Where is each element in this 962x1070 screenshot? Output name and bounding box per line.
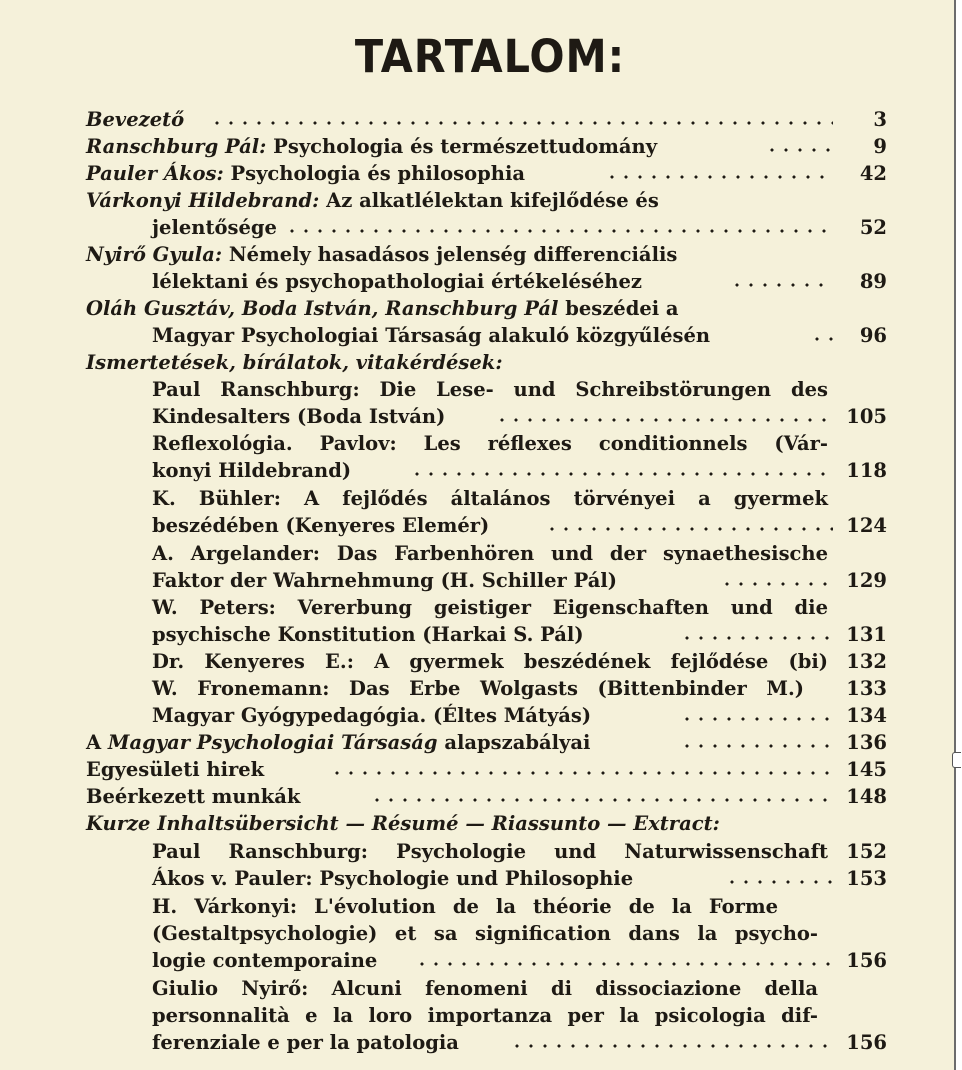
toc-line [0, 947, 954, 974]
entry-title: alapszabályai [437, 731, 591, 754]
entry-text [86, 729, 590, 756]
entry-title: Paul Ranschburg: Die Lese- und Schreibstörungen des [152, 378, 828, 401]
entry-text [152, 457, 351, 484]
entry-text [152, 214, 277, 241]
page-number: 132 [846, 650, 887, 673]
entry-title: Beérkezett munkák [86, 785, 301, 808]
entry-text [152, 838, 828, 865]
entry-text [152, 947, 377, 974]
page-number: 118 [846, 459, 887, 482]
entry-text [152, 594, 828, 621]
entry-title: A [86, 731, 108, 754]
leader-dots [605, 175, 833, 179]
entry-text [152, 268, 642, 295]
entry-text [86, 756, 264, 783]
entry-title: H. Várkonyi: L'évolution de la théorie de la Forme [152, 895, 778, 918]
entry-title: Giulio Nyirő: Alcuni fenomeni di dissociazione della [152, 977, 818, 1000]
entry-text [86, 349, 503, 376]
toc-line [0, 106, 954, 133]
entry-text [86, 187, 659, 214]
entry-text [152, 621, 584, 648]
toc-line [0, 1029, 954, 1056]
entry-title: W. Peters: Vererbung geistiger Eigenschaften und die [152, 596, 828, 619]
toc-line [0, 512, 954, 539]
page-number: 134 [846, 704, 887, 727]
entry-title: Paul Ranschburg: Psychologie und Naturwissenschaft [152, 840, 828, 863]
entry-title: konyi Hildebrand) [152, 459, 352, 482]
leader-dots [285, 229, 833, 233]
entry-text [152, 322, 710, 349]
toc-line [0, 702, 954, 729]
entry-title: Reflexológia. Pavlov: Les réflexes conditionnels (Vár- [152, 432, 828, 455]
author-name: Ranschburg Pál: [86, 135, 267, 158]
leader-dots [495, 418, 833, 422]
entry-title: jelentősége [152, 216, 277, 239]
author-name: Nyirő Gyula: [86, 243, 223, 266]
leader-dots [210, 121, 833, 125]
entry-text [152, 675, 804, 702]
toc-line [0, 783, 954, 810]
page-number: 156 [846, 949, 887, 972]
entry-title: ferenziale e per la patologia [152, 1031, 459, 1054]
page-number: 136 [846, 731, 887, 754]
leader-dots [410, 472, 833, 476]
entry-title: K. Bühler: A fejlődés általános törvényei a gyermek [152, 487, 828, 510]
leader-dots [765, 148, 833, 152]
page-number: 124 [846, 514, 887, 537]
leader-dots [730, 283, 833, 287]
entry-text [152, 376, 828, 403]
page-number: 152 [846, 840, 887, 863]
entry-text [86, 106, 184, 133]
entry-title: Némely hasadásos jelenség differenciális [222, 243, 678, 266]
page-number: 52 [859, 216, 887, 239]
toc-line [0, 594, 954, 621]
toc-line [0, 268, 954, 295]
section-heading: Kurze Inhaltsübersicht — Résumé — Riassunto — Extract: [86, 812, 720, 835]
page-number: 145 [846, 758, 887, 781]
entry-title: logie contemporaine [152, 949, 378, 972]
entry-title: Dr. Kenyeres E.: A gyermek beszédének fejlődése (bi) [152, 650, 828, 673]
page-number: 148 [846, 785, 887, 808]
toc-line [0, 376, 954, 403]
toc-line [0, 430, 954, 457]
toc-line [0, 295, 954, 322]
entry-text [152, 920, 818, 947]
author-name: Oláh Gusztáv, Boda István, Ranschburg Pál [86, 297, 559, 320]
page-number: 3 [873, 108, 887, 131]
entry-title: personnalità e la loro importanza per la psicologia dif- [152, 1004, 818, 1027]
toc-line [0, 187, 954, 214]
entry-text [86, 810, 720, 837]
toc-line [0, 865, 954, 892]
entry-text [152, 648, 828, 675]
page-number: 42 [859, 162, 887, 185]
entry-text [152, 702, 591, 729]
entry-text [152, 893, 778, 920]
toc-line [0, 457, 954, 484]
leader-dots [545, 527, 833, 531]
entry-title: Faktor der Wahrnehmung (H. Schiller Pál) [152, 569, 618, 592]
toc-line [0, 485, 954, 512]
leader-dots [330, 771, 833, 775]
toc-line [0, 1002, 954, 1029]
leader-dots [370, 798, 833, 802]
entry-title: W. Fronemann: Das Erbe Wolgasts (Bittenbinder M.) [152, 677, 804, 700]
toc-line [0, 893, 954, 920]
leader-dots [680, 636, 833, 640]
entry-title: lélektani és psychopathologiai értékeléséhez [152, 270, 642, 293]
leader-dots [725, 880, 833, 884]
entry-title: Magyar Psychologiai Társaság alakuló közgyűlésén [152, 324, 711, 347]
page-number: 96 [859, 324, 887, 347]
toc-line [0, 540, 954, 567]
page-number: 129 [846, 569, 887, 592]
toc-line [0, 729, 954, 756]
entry-text [86, 241, 677, 268]
page-number: 105 [846, 405, 887, 428]
toc-line [0, 349, 954, 376]
entry-title: (Gestaltpsychologie) et sa signification dans la psycho- [152, 922, 818, 945]
toc-line [0, 756, 954, 783]
toc-line [0, 241, 954, 268]
leader-dots [680, 717, 833, 721]
toc-line [0, 403, 954, 430]
entry-text [152, 512, 489, 539]
toc-line [0, 214, 954, 241]
toc-line [0, 975, 954, 1002]
leader-dots [510, 1044, 833, 1048]
entry-title: Ákos v. Pauler: Psychologie und Philosophie [152, 867, 634, 890]
entry-title: Egyesületi hirek [86, 758, 265, 781]
author-name: Pauler Ákos: [86, 162, 224, 185]
entry-text [152, 975, 818, 1002]
entry-text [86, 160, 525, 187]
entry-text [152, 865, 633, 892]
page-number: 133 [846, 677, 887, 700]
page-title: TARTALOM: [354, 30, 626, 83]
toc-line [0, 648, 954, 675]
window-strip [956, 0, 962, 1070]
entry-text [152, 485, 828, 512]
toc-line [0, 567, 954, 594]
toc-line [0, 322, 954, 349]
author-name: Bevezető [86, 108, 185, 131]
entry-text [152, 430, 828, 457]
leader-dots [415, 962, 833, 966]
leader-dots [680, 744, 833, 748]
entry-text [86, 783, 300, 810]
section-heading: Ismertetések, bírálatok, vitakérdések: [86, 351, 503, 374]
entry-title: A. Argelander: Das Farbenhören und der synaethesische [152, 542, 828, 565]
leader-dots [720, 582, 833, 586]
toc-line [0, 160, 954, 187]
entry-title: Kindesalters (Boda István) [152, 405, 446, 428]
page-number: 131 [846, 623, 887, 646]
author-name: Várkonyi Hildebrand: [86, 189, 320, 212]
entry-text [152, 1029, 459, 1056]
page-number: 9 [873, 135, 887, 158]
entry-text [152, 403, 445, 430]
page-number: 89 [859, 270, 887, 293]
leader-dots [810, 337, 833, 341]
entry-text [86, 133, 657, 160]
entry-title: psychische Konstitution (Harkai S. Pál) [152, 623, 584, 646]
entry-title: Psychologia és philosophia [223, 162, 526, 185]
entry-text [152, 567, 617, 594]
page-number: 156 [846, 1031, 887, 1054]
toc-line [0, 810, 954, 837]
entry-text [86, 295, 679, 322]
toc-line [0, 675, 954, 702]
toc-line [0, 920, 954, 947]
toc-line [0, 621, 954, 648]
entry-title: Az alkatlélektan kifejlődése és [319, 189, 659, 212]
page-number: 153 [846, 867, 887, 890]
entry-text [152, 540, 828, 567]
entry-title: Magyar Gyógypedagógia. (Éltes Mátyás) [152, 704, 592, 727]
toc-line [0, 133, 954, 160]
entry-text [152, 1002, 818, 1029]
entry-title: Psychologia és természettudomány [266, 135, 658, 158]
entry-title: beszédében (Kenyeres Elemér) [152, 514, 490, 537]
entry-title: beszédei a [558, 297, 679, 320]
toc-line [0, 838, 954, 865]
author-name: Magyar Psychologiai Társaság [107, 731, 438, 754]
